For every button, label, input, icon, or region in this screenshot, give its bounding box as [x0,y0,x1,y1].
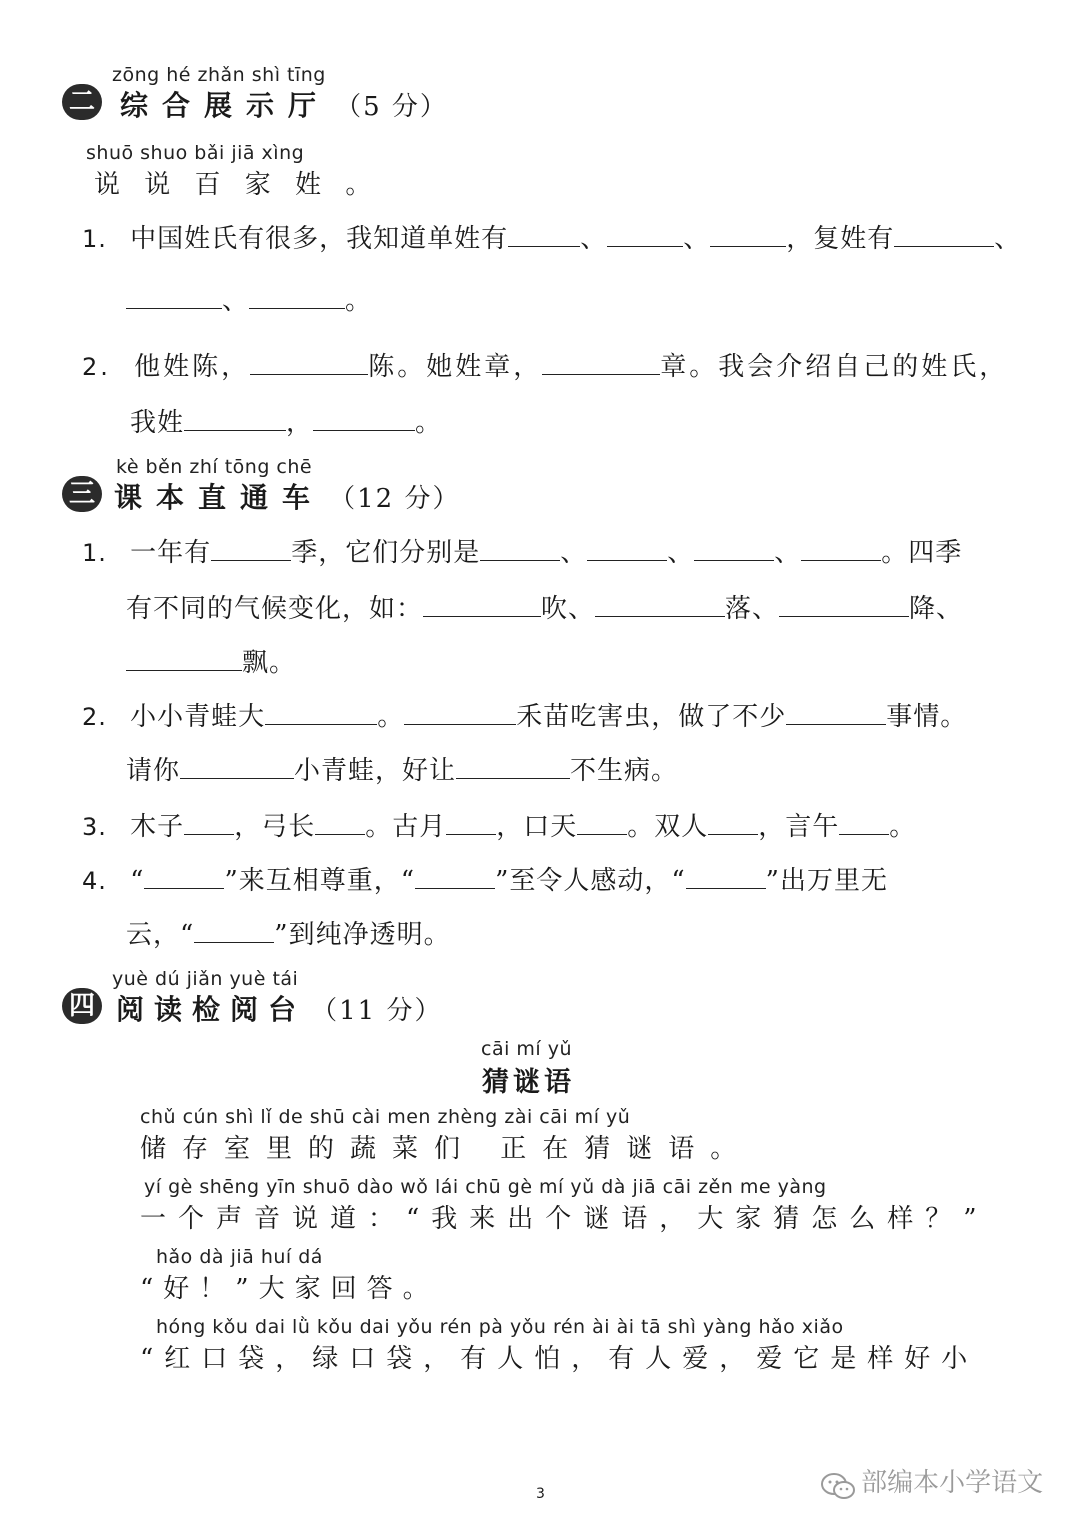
story-line1-pinyin: chǔ cún shì lǐ de shū cài men zhèng zài cāi mí yǔ [140,1106,631,1128]
answer-blank[interactable] [404,698,516,725]
watermark [820,1462,1043,1503]
section3-title-pinyin: kè běn zhí tōng chē [116,456,313,478]
section3-title: 课本直通车 [114,481,325,514]
question-text: 小小青蛙大 [130,702,266,732]
question-text: ”出万里无 [765,866,888,896]
answer-blank[interactable] [894,220,994,247]
answer-blank[interactable] [587,534,667,561]
page-number: 3 [536,1486,545,1502]
question-text: 、 [222,286,250,316]
question-text: ”到纯净透明。 [274,920,451,950]
question-text: ，复姓有 [786,224,895,254]
question-number: 1. [82,225,107,253]
story-line4-text: “红口袋，绿口袋，有人怕，有人爱，爱它是样好小 [140,1344,979,1374]
section2-title-pinyin: zōng hé zhǎn shì tīng [112,64,326,86]
section4-badge: 四 [62,988,102,1024]
question-text: 。古月 [365,812,447,842]
section4-title-pinyin: yuè dú jiǎn yuè tái [112,968,299,990]
section2-sub-text: 说 说 百 家 姓 。 [94,170,380,200]
section4-points: （11 分） [311,996,443,1026]
answer-blank[interactable] [786,698,886,725]
answer-blank[interactable] [184,808,234,835]
answer-blank[interactable] [126,644,242,671]
question-text: 一年有 [130,538,212,568]
story-line3-text: “好！”大家回答。 [140,1274,439,1304]
answer-blank[interactable] [779,590,909,617]
answer-blank[interactable] [265,698,377,725]
question-text: 、 [683,224,711,254]
question-text: 吹、 [541,594,596,624]
section2-title: 综合展示厅 [120,89,331,122]
answer-blank[interactable] [180,752,294,779]
question-text: 季，它们分别是 [291,538,481,568]
section3-q2-line1 [82,696,967,733]
question-text: 。双人 [627,812,709,842]
question-text: 飘。 [242,648,297,678]
story-line3-pinyin: hǎo dà jiā huí dá [156,1246,323,1268]
section3-q1-line1 [82,532,962,569]
story-line2-text: 一个声音说道：“我来出个谜语，大家猜怎么样？” [140,1204,989,1234]
question-text: ，弓长 [234,812,316,842]
question-text: ”来互相尊重，“ [224,866,416,896]
question-text: 章。我会介绍自己的姓氏， [660,352,1009,382]
section2-q1-line1 [82,218,1021,255]
answer-blank[interactable] [313,404,415,431]
question-text: 事情。 [886,702,968,732]
question-text: 木子 [130,812,185,842]
answer-blank[interactable] [480,534,560,561]
answer-blank[interactable] [686,862,766,889]
question-text: 降、 [909,594,964,624]
question-text: 陈。她姓章， [368,352,543,382]
question-number: 1. [82,539,107,567]
wechat-icon [820,1471,856,1503]
story-line4-pinyin: hóng kǒu dai lǜ kǒu dai yǒu rén pà yǒu rén ài ài tā shì yàng hǎo xiǎo [156,1316,844,1338]
answer-blank[interactable] [456,752,570,779]
question-number: 3. [82,813,107,841]
answer-blank[interactable] [250,348,368,375]
answer-blank[interactable] [694,534,774,561]
section3-q1-line2 [126,588,963,625]
answer-blank[interactable] [710,220,786,247]
question-number: 4. [82,867,107,895]
question-text: 云，“ [126,920,195,950]
answer-blank[interactable] [211,534,291,561]
question-text: 我姓 [130,408,185,438]
section3-q3 [82,806,916,843]
story-line2-pinyin: yí gè shēng yīn shuō dào wǒ lái chū gè mí yǔ dà jiā cāi zěn me yàng [144,1176,827,1198]
question-text: “ [130,866,145,896]
section2-q2-line1 [82,346,1008,383]
answer-blank[interactable] [607,220,683,247]
answer-blank[interactable] [446,808,496,835]
section3-heading [114,476,460,516]
question-text: 、 [774,538,802,568]
answer-blank[interactable] [315,808,365,835]
question-text: 他姓陈， [134,352,251,382]
answer-blank[interactable] [595,590,725,617]
answer-blank[interactable] [839,808,889,835]
section2-heading [120,84,448,124]
question-text: 禾苗吃害虫，做了不少 [516,702,787,732]
question-text: 、 [667,538,695,568]
section3-q1-line3 [126,642,296,679]
question-text: 、 [994,224,1022,254]
answer-blank[interactable] [249,282,345,309]
watermark-text: 部编本小学语文 [861,1468,1044,1498]
answer-blank[interactable] [194,916,274,943]
section2-q2-line2 [130,402,442,439]
question-number: 2. [82,703,107,731]
question-number: 2. [82,353,111,381]
question-text: ，口天 [496,812,578,842]
question-text: ，言午 [758,812,840,842]
question-text: 。 [889,812,917,842]
question-text: 。 [415,408,443,438]
section2-q1-line2 [126,280,372,317]
answer-blank[interactable] [542,348,660,375]
question-text: 。 [345,286,373,316]
poem-title-pinyin: cāi mí yǔ [481,1038,573,1060]
question-text: 、 [580,224,608,254]
section4-heading [116,988,442,1028]
question-text: 、 [560,538,588,568]
poem-title: 猜谜语 [482,1067,575,1098]
answer-blank[interactable] [126,282,222,309]
question-text: 中国姓氏有很多，我知道单姓有 [130,224,509,254]
answer-blank[interactable] [415,862,495,889]
question-text: 不生病。 [570,756,679,786]
answer-blank[interactable] [144,862,224,889]
section3-q4-line1 [82,860,888,897]
section3-q2-line2 [126,750,678,787]
answer-blank[interactable] [508,220,580,247]
answer-blank[interactable] [801,534,881,561]
answer-blank[interactable] [184,404,286,431]
question-text: ”至令人感动，“ [495,866,686,896]
question-text: ， [286,408,314,438]
section2-badge: 二 [62,84,102,120]
question-text: 。 [377,702,405,732]
answer-blank[interactable] [423,590,541,617]
section4-title: 阅读检阅台 [116,993,307,1026]
answer-blank[interactable] [577,808,627,835]
question-text: 有不同的气候变化，如： [126,594,424,624]
story-line1-text: 储存室里的蔬菜们 正在猜谜语。 [140,1134,753,1164]
answer-blank[interactable] [708,808,758,835]
section2-sub-pinyin: shuō shuo bǎi jiā xìng [86,142,305,164]
question-text: 小青蛙，好让 [294,756,457,786]
section3-points: （12 分） [329,484,461,514]
question-text: 落、 [725,594,780,624]
section3-q4-line2 [126,914,451,951]
question-text: 请你 [126,756,181,786]
section3-badge: 三 [62,476,102,512]
section2-points: （5 分） [335,92,448,122]
question-text: 。四季 [881,538,963,568]
